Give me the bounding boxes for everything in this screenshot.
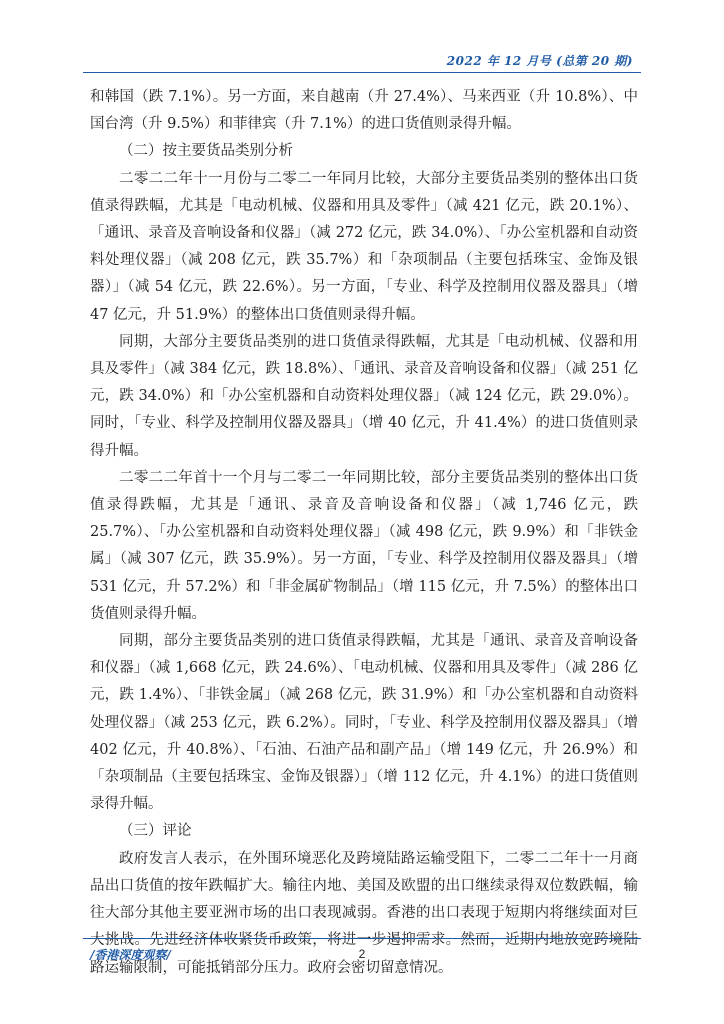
paragraph-eleven-months-imports: 同期，部分主要货品类别的进口货值录得跌幅，尤其是「通讯、录音及音响设备和仪器」（减 1,668 亿元，跌 24.6%）、「电动机械、仪器和用具及零件」（减 286 亿元，跌 1.4%）、「非铁金属」（减 268 亿元，跌 31.9%）和「办公室机器和自动资料处理仪器」（减 253 亿元，跌 6.2%）。同时，「专业、科学及控制用仪器及器具」（增 402 亿元，升 40.8%）、「石油、石油产品和副产品」（增 149 亿元，升 26.9%）和「杂项制品（主要包括珠宝、金饰及银器）」（增 112 亿元，升 4.1%）的进口货值则录得升幅。 bbox=[90, 633, 638, 813]
paragraph-continuation: 和韩国（跌 7.1%）。另一方面，来自越南（升 27.4%）、马来西亚（升 10.8%）、中国台湾（升 9.5%）和菲律宾（升 7.1%）的进口货值则录得升幅。 bbox=[90, 89, 638, 133]
footer-rule bbox=[83, 938, 641, 939]
section-heading-commentary: （三）评论 bbox=[119, 823, 192, 840]
paragraph-commentary: 政府发言人表示，在外围环境恶化及跨境陆路运输受阻下，二零二二年十一月商品出口货值的按年跌幅扩大。输往内地、美国及欧盟的出口继续录得双位数跌幅，输往大部分其他主要亚洲市场的出口表现减弱。香港的出口表现于短期内将继续面对巨大挑战。先进经济体收紧货币政策，将进一步遏抑需求。然而，近期内地放宽跨境陆路运输限制，可能抵销部分压力。政府会密切留意情况。 bbox=[90, 850, 638, 976]
publication-footer-label: /香港深度观察/ bbox=[90, 948, 171, 962]
section-heading-goods-categories: （二）按主要货品类别分析 bbox=[119, 143, 293, 160]
page-number: 2 bbox=[358, 947, 366, 961]
article-body bbox=[90, 84, 638, 982]
paragraph-eleven-months-exports: 二零二二年首十一个月与二零二一年同期比较，部分主要货品类别的整体出口货值录得跌幅，尤其是「通讯、录音及音响设备和仪器」（减 1,746 亿元，跌 25.7%）、「办公室机器和自动资料处理仪器」（减 498 亿元，跌 9.9%）和「非铁金属」（减 307 亿元，跌 35.9%）。另一方面，「专业、科学及控制用仪器及器具」（增 531 亿元，升 57.2%）和「非金属矿物制品」（增 115 亿元，升 7.5%）的整体出口货值则录得升幅。 bbox=[90, 469, 638, 622]
paragraph-november-imports: 同期，大部分主要货品类别的进口货值录得跌幅，尤其是「电动机械、仪器和用具及零件」（减 384 亿元，跌 18.8%）、「通讯、录音及音响设备和仪器」（减 251 亿元，跌 34.0%）和「办公室机器和自动资料处理仪器」（减 124 亿元，跌 29.0%）。同时，「专业、科学及控制用仪器及器具」（增 40 亿元，升 41.4%）的进口货值则录得升幅。 bbox=[90, 333, 638, 459]
header-rule bbox=[83, 72, 641, 73]
paragraph-november-exports: 二零二二年十一月份与二零二一年同月比较，大部分主要货品类别的整体出口货值录得跌幅，尤其是「电动机械、仪器和用具及零件」（减 421 亿元，跌 20.1%）、「通讯、录音及音响设备和仪器」（减 272 亿元，跌 34.0%）、「办公室机器和自动资料处理仪器」（减 208 亿元，跌 35.7%）和「杂项制品（主要包括珠宝、金饰及银器）」（减 54 亿元，跌 22.6%）。另一方面，「专业、科学及控制用仪器及器具」（增 47 亿元，升 51.9%）的整体出口货值则录得升幅。 bbox=[90, 170, 638, 323]
issue-header: 2022 年 12 月号 (总第 20 期) bbox=[446, 54, 633, 68]
